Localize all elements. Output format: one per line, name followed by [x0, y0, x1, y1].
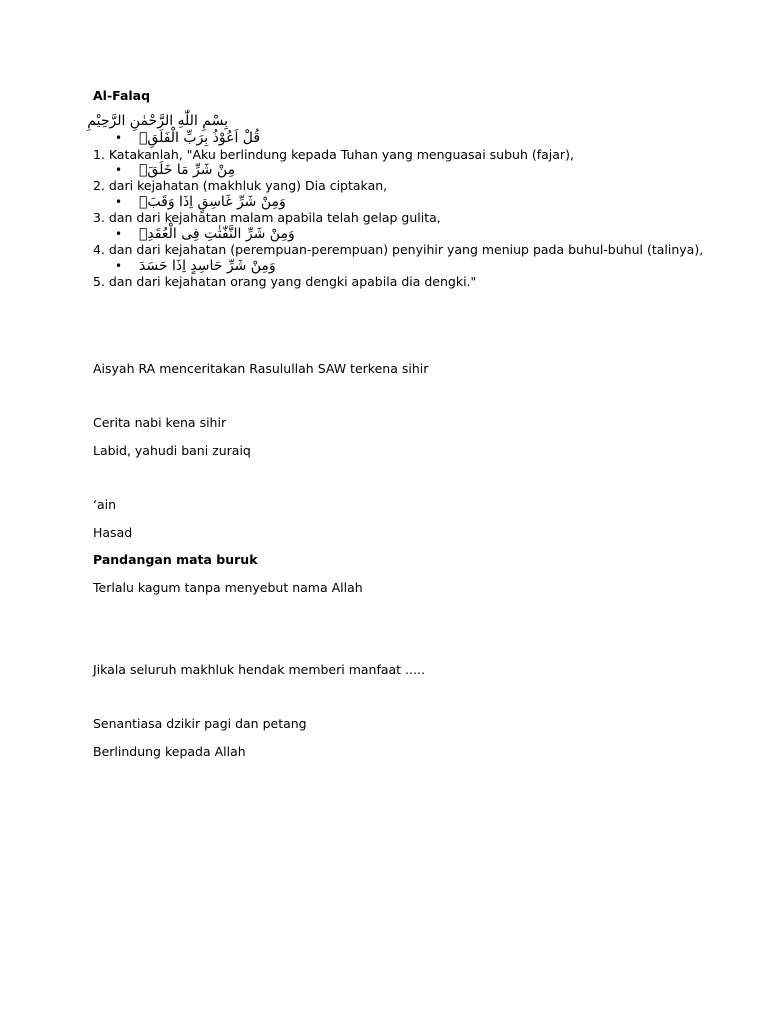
verse-1-arabic: قُلْ اَعُوْذُ بِرَبِّ الْفَلَقِۙ [139, 130, 261, 146]
note-terlalu: Terlalu kagum tanpa menyebut nama Allah [93, 580, 363, 595]
bullet-icon: • [115, 195, 123, 209]
verse-3-translation: 3. dan dari kejahatan malam apabila telah gelap gulita, [93, 210, 441, 225]
document-title: Al-Falaq [93, 88, 151, 103]
verse-5-arabic: وَمِنْ شَرِّ حَاسِدٍ اِذَا حَسَدَ [139, 258, 276, 274]
note-ain: ‘ain [93, 497, 117, 512]
verse-2-translation: 2. dari kejahatan (makhluk yang) Dia ciptakan, [93, 178, 388, 193]
note-pandangan: Pandangan mata buruk [93, 552, 258, 567]
bullet-icon: • [115, 259, 123, 273]
verse-5-translation: 5. dan dari kejahatan orang yang dengki apabila dia dengki." [93, 274, 477, 289]
verse-4-arabic: وَمِنْ شَرِّ النَّفّٰثٰتِ فِى الْعُقَدِۙ [139, 226, 295, 242]
note-cerita: Cerita nabi kena sihir [93, 415, 227, 430]
note-senantiasa: Senantiasa dzikir pagi dan petang [93, 716, 307, 731]
note-hasad: Hasad [93, 525, 133, 540]
verse-3-arabic: وَمِنْ شَرِّ غَاسِقٍ اِذَا وَقَبَۙ [139, 194, 286, 210]
verse-1-translation: 1. Katakanlah, "Aku berlindung kepada Tuhan yang menguasai subuh (fajar), [93, 147, 574, 162]
note-berlindung: Berlindung kepada Allah [93, 744, 246, 759]
note-aisyah: Aisyah RA menceritakan Rasulullah SAW terkena sihir [93, 361, 429, 376]
verse-4-translation: 4. dan dari kejahatan (perempuan-perempuan) penyihir yang meniup pada buhul-buhul (talinya), [93, 242, 704, 257]
bullet-icon: • [115, 131, 123, 145]
verse-2-arabic: مِنْ شَرِّ مَا خَلَقَۙ [139, 162, 236, 178]
bullet-icon: • [115, 163, 123, 177]
note-jikala: Jikala seluruh makhluk hendak memberi manfaat ..... [93, 662, 425, 677]
note-labid: Labid, yahudi bani zuraiq [93, 443, 251, 458]
bullet-icon: • [115, 227, 123, 241]
basmala: بِسْمِ اللّٰهِ الرَّحْمٰنِ الرَّحِيْمِ [87, 113, 228, 129]
